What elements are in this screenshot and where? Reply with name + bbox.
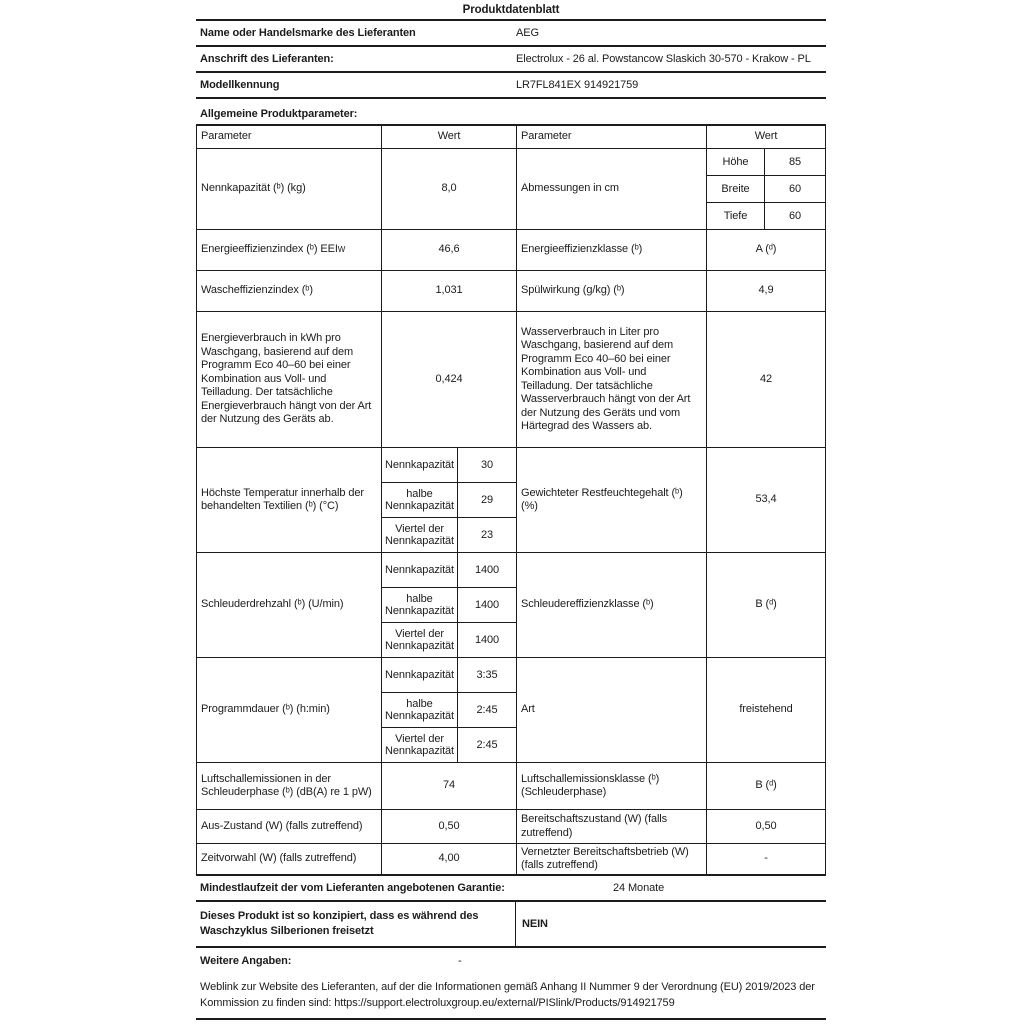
noise-label: Luftschallemissionen in der Schleuderphase (ᵇ) (dB(A) re 1 pW) xyxy=(201,772,372,798)
off-mode-label: Aus-Zustand (W) (falls zutreffend) xyxy=(201,819,363,832)
dimension-key: Breite xyxy=(707,176,765,202)
duration-subtable xyxy=(381,658,516,762)
capacity-value: 8,0 xyxy=(381,149,516,229)
supplier-name-value: AEG xyxy=(516,27,539,39)
noise-value: 74 xyxy=(381,763,516,809)
max-temp-row-half xyxy=(382,483,516,518)
row-delaystart-networkedstandby xyxy=(197,844,825,874)
dimensions-subtable xyxy=(706,149,825,229)
dimension-value: 60 xyxy=(788,183,802,195)
max-temp-label: Höchste Temperatur innerhalb der behandelten Textilien (ᵇ) (°C) xyxy=(201,486,364,512)
warranty-label: Mindestlaufzeit der vom Lieferanten angebotenen Garantie: xyxy=(200,882,505,894)
load-value: 2:45 xyxy=(476,739,498,751)
water-consumption-value: 42 xyxy=(706,312,825,447)
eei-label xyxy=(197,230,381,270)
more-info-row xyxy=(196,948,826,973)
delay-start-label: Zeitvorwahl (W) (falls zutreffend) xyxy=(201,852,357,865)
load-value: 23 xyxy=(480,529,494,541)
silver-ions-row xyxy=(196,902,826,948)
spin-class-label: Schleudereffizienzklasse (ᵇ) xyxy=(516,553,706,657)
off-mode-value: 0,50 xyxy=(381,810,516,843)
load-value: 3:35 xyxy=(476,669,498,681)
load-value: 2:45 xyxy=(476,704,498,716)
spin-speed-row-full xyxy=(382,553,516,588)
load-key: halbe Nennkapazität xyxy=(382,588,458,622)
load-value: 1400 xyxy=(474,564,500,576)
wash-index-value: 1,031 xyxy=(381,271,516,311)
load-key: halbe Nennkapazität xyxy=(382,483,458,517)
energy-consumption-label: Energieverbrauch in kWh pro Waschgang, basierend auf dem Programm Eco 40–60 bei einer Kombination aus Voll- und Teilladung. Der tatsächliche Energieverbrauch hängt von der Art der Nutzung des Geräts ab. xyxy=(201,332,372,426)
residual-moisture-value: 53,4 xyxy=(706,448,825,552)
load-key: Viertel der Nennkapazität xyxy=(382,728,458,762)
energy-consumption-value: 0,424 xyxy=(381,312,516,447)
spin-speed-label: Schleuderdrehzahl (ᵇ) (U/min) xyxy=(201,598,344,611)
dimension-row-hoehe xyxy=(707,149,825,176)
noise-class-label: Luftschallemissionsklasse (ᵇ) (Schleuderphase) xyxy=(516,763,706,809)
standby-value: 0,50 xyxy=(706,810,825,843)
duration-label: Programmdauer (ᵇ) (h:min) xyxy=(201,703,330,716)
load-value: 1400 xyxy=(474,599,500,611)
model-id-label: Modellkennung xyxy=(200,79,280,91)
parameters-table xyxy=(196,124,826,876)
networked-standby-value: - xyxy=(706,844,825,874)
row-energy-water-consumption xyxy=(197,312,825,448)
page-title: Produktdatenblatt xyxy=(196,0,826,21)
max-temp-row-full xyxy=(382,448,516,483)
duration-row-quarter xyxy=(382,728,516,762)
energy-class-value: A (ᵈ) xyxy=(706,230,825,270)
spin-speed-subtable xyxy=(381,553,516,657)
dimension-row-tiefe xyxy=(707,203,825,229)
supplier-weblink-text: Weblink zur Website des Lieferanten, auf der die Informationen gemäß Anhang II Nummer 9 der Verordnung (EU) 2019/2023 der Kommission zu finden sind: https://support.electroluxgroup.eu/external/PISlink/Products/914921759 xyxy=(200,981,815,1009)
energy-class-label: Energieeffizienzklasse (ᵇ) xyxy=(516,230,706,270)
warranty-row xyxy=(196,876,826,902)
row-spinspeed-spinclass xyxy=(197,553,825,658)
load-key: halbe Nennkapazität xyxy=(382,693,458,727)
water-consumption-label: Wasserverbrauch in Liter pro Waschgang, basierend auf dem Programm Eco 40–60 bei einer Kombination aus Voll- und Teilladung. Der tatsächliche Wasserverbrauch hängt von der Art der Nutzung des Geräts und vom Härtegrad des Wassers ab. xyxy=(516,312,706,447)
delay-start-value: 4,00 xyxy=(381,844,516,874)
spin-speed-row-half xyxy=(382,588,516,623)
model-id-row xyxy=(196,73,826,99)
header-wert-left: Wert xyxy=(381,126,516,148)
dimension-row-breite xyxy=(707,176,825,203)
row-eei-energyclass xyxy=(197,230,825,271)
rinse-label: Spülwirkung (g/kg) (ᵇ) xyxy=(516,271,706,311)
eei-value: 46,6 xyxy=(381,230,516,270)
datasheet-content xyxy=(196,0,826,1020)
supplier-name-label: Name oder Handelsmarke des Lieferanten xyxy=(200,27,416,39)
header-wert-right: Wert xyxy=(706,126,825,148)
supplier-address-label: Anschrift des Lieferanten: xyxy=(200,53,334,65)
spin-class-value: B (ᵈ) xyxy=(706,553,825,657)
row-maxtemp-moisture xyxy=(197,448,825,553)
load-value: 1400 xyxy=(474,634,500,646)
type-value: freistehend xyxy=(706,658,825,762)
noise-class-value: B (ᵈ) xyxy=(706,763,825,809)
dimension-value: 60 xyxy=(788,210,802,222)
header-parameter-right: Parameter xyxy=(516,126,706,148)
load-key: Nennkapazität xyxy=(382,448,458,482)
rinse-value: 4,9 xyxy=(706,271,825,311)
silver-ions-label: Dieses Produkt ist so konzipiert, dass es während des Waschzyklus Silberionen freisetzt xyxy=(196,902,516,946)
wash-index-label: Wascheffizienzindex (ᵇ) xyxy=(201,284,313,297)
dimensions-label: Abmessungen in cm xyxy=(516,149,706,229)
section-title: Allgemeine Produktparameter: xyxy=(200,108,358,120)
silver-ions-value: NEIN xyxy=(522,918,548,930)
bottom-divider xyxy=(196,1018,826,1020)
networked-standby-label: Vernetzter Bereitschaftsbetrieb (W) (falls zutreffend) xyxy=(516,844,706,874)
more-info-value: - xyxy=(458,955,462,967)
row-noise-noiseclass xyxy=(197,763,825,810)
residual-moisture-label: Gewichteter Restfeuchtegehalt (ᵇ) (%) xyxy=(516,448,706,552)
duration-row-full xyxy=(382,658,516,693)
duration-row-half xyxy=(382,693,516,728)
dimension-key: Höhe xyxy=(707,149,765,175)
dimension-key: Tiefe xyxy=(707,203,765,229)
table-header-row xyxy=(197,126,825,149)
row-washindex-rinse xyxy=(197,271,825,312)
eei-label-subscript: W xyxy=(337,245,346,255)
standby-label: Bereitschaftszustand (W) (falls zutreffend) xyxy=(516,810,706,843)
supplier-address-row xyxy=(196,47,826,73)
max-temp-subtable xyxy=(381,448,516,552)
max-temp-row-quarter xyxy=(382,518,516,552)
load-key: Viertel der Nennkapazität xyxy=(382,623,458,657)
load-value: 30 xyxy=(480,459,494,471)
supplier-address-value: Electrolux - 26 al. Powstancow Slaskich 30-570 - Krakow - PL xyxy=(516,53,811,65)
spin-speed-row-quarter xyxy=(382,623,516,657)
warranty-value: 24 Monate xyxy=(613,882,665,894)
load-key: Nennkapazität xyxy=(382,553,458,587)
row-duration-type xyxy=(197,658,825,763)
eei-label-text: Energieeffizienzindex (ᵇ) EEI xyxy=(201,243,338,256)
capacity-label: Nennkapazität (ᵇ) (kg) xyxy=(201,182,306,195)
header-parameter-left: Parameter xyxy=(201,130,252,143)
load-key: Viertel der Nennkapazität xyxy=(382,518,458,552)
row-offmode-standby xyxy=(197,810,825,844)
more-info-label: Weitere Angaben: xyxy=(200,955,292,967)
row-capacity-dimensions xyxy=(197,149,825,230)
load-key: Nennkapazität xyxy=(382,658,458,692)
type-label: Art xyxy=(516,658,706,762)
supplier-name-row xyxy=(196,21,826,47)
model-id-value: LR7FL841EX 914921759 xyxy=(516,79,639,91)
load-value: 29 xyxy=(480,494,494,506)
dimension-value: 85 xyxy=(788,156,802,168)
